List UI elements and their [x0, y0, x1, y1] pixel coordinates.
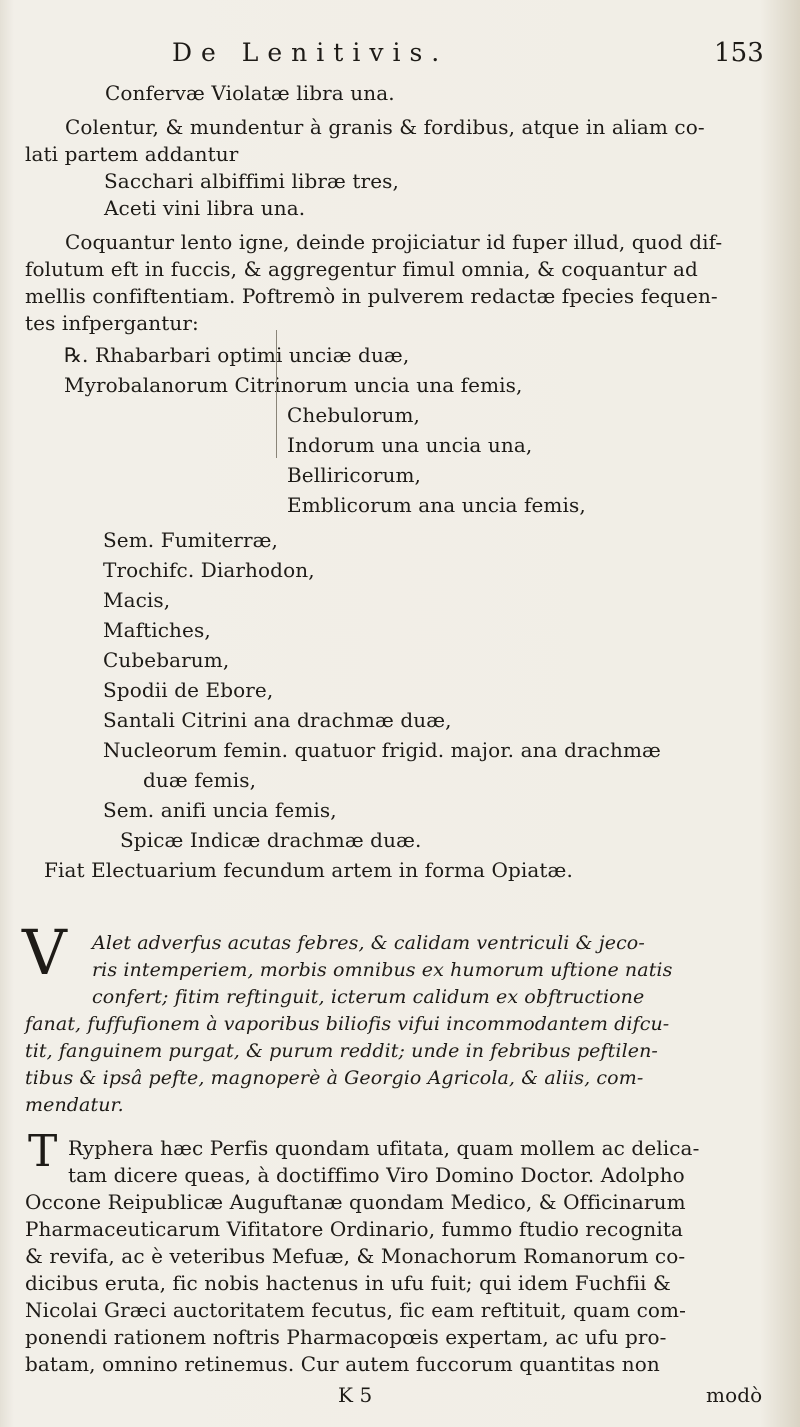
virtues-line: confert; fitim reftinguit, icterum calidum ex obftructione: [92, 986, 645, 1008]
history-line: ponendi rationem noftris Pharmacopœis expertam, ac ufu pro-: [25, 1325, 667, 1349]
recipe-line: Sem. anifi uncia femis,: [103, 798, 337, 822]
history-line: tam dicere queas, à doctiffimo Viro Domino Doctor. Adolpho: [68, 1163, 685, 1187]
recipe-line: tes infpergantur:: [25, 311, 199, 335]
history-line: dicibus eruta, fic nobis hactenus in ufu fuit; qui idem Fuchfii &: [25, 1271, 671, 1295]
recipe-line: Spodii de Ebore,: [103, 678, 274, 702]
bracket-divider: [276, 330, 283, 458]
recipe-line: folutum eft in fuccis, & aggregentur fimul omnia, & coquantur ad: [25, 257, 698, 281]
recipe-line: Aceti vini libra una.: [104, 196, 306, 220]
catchword: modò: [706, 1383, 763, 1407]
recipe-line: Fiat Electuarium fecundum artem in forma Opiatæ.: [44, 858, 573, 882]
recipe-line: Macis,: [103, 588, 171, 612]
recipe-line: Nucleorum femin. quatuor frigid. major. ana drachmæ: [103, 738, 661, 762]
drop-cap-t: T: [28, 1126, 58, 1177]
history-line: batam, omnino retinemus. Cur autem fuccorum quantitas non: [25, 1352, 660, 1376]
recipe-line: lati partem addantur: [25, 142, 239, 166]
recipe-line: Santali Citrini ana drachmæ duæ,: [103, 708, 452, 732]
recipe-line: ℞. Rhabarbari optimi unciæ duæ,: [64, 343, 410, 367]
recipe-line: Sacchari albiffimi libræ tres,: [104, 169, 399, 193]
signature-mark: K 5: [338, 1383, 373, 1407]
history-line: Nicolai Græci auctoritatem fecutus, fic eam reftituit, quam com-: [25, 1298, 686, 1322]
recipe-line: Colentur, & mundentur à granis & fordibus, atque in aliam co-: [65, 115, 705, 139]
recipe-line: Chebulorum,: [287, 403, 421, 427]
history-line: Occone Reipublicæ Auguftanæ quondam Medico, & Officinarum: [25, 1190, 686, 1214]
virtues-line: fanat, fuffufionem à vaporibus biliofis vifui incommodantem difcu-: [25, 1013, 670, 1035]
running-header: De Lenitivis.: [172, 38, 449, 67]
drop-cap-v: V: [22, 916, 67, 989]
recipe-line: Emblicorum ana uncia femis,: [287, 493, 586, 517]
recipe-line: Coquantur lento igne, deinde projiciatur id fuper illud, quod dif-: [65, 230, 723, 254]
recipe-line: Myrobalanorum Citrinorum uncia una femis,: [64, 373, 523, 397]
recipe-line: Sem. Fumiterræ,: [103, 528, 278, 552]
recipe-line: Maftiches,: [103, 618, 211, 642]
history-line: Ryphera hæc Perfis quondam ufitata, quam mollem ac delica-: [68, 1136, 700, 1160]
virtues-line: mendatur.: [25, 1094, 124, 1116]
virtues-line: ris intemperiem, morbis omnibus ex humorum uftione natis: [92, 959, 673, 981]
page-number: 153: [714, 38, 764, 68]
recipe-line: Trochifc. Diarhodon,: [103, 558, 315, 582]
recipe-line: mellis confiftentiam. Poftremò in pulverem redactæ fpecies fequen-: [25, 284, 718, 308]
recipe-line: Indorum una uncia una,: [287, 433, 533, 457]
recipe-line: duæ femis,: [143, 768, 257, 792]
virtues-line: tit, fanguinem purgat, & purum reddit; unde in febribus peftilen-: [25, 1040, 658, 1062]
recipe-line: Cubebarum,: [103, 648, 230, 672]
recipe-line: Confervæ Violatæ libra una.: [105, 81, 395, 105]
recipe-line: Belliricorum,: [287, 463, 421, 487]
virtues-line: tibus & ipsâ pefte, magnoperè à Georgio Agricola, & aliis, com-: [25, 1067, 644, 1089]
history-line: & revifa, ac è veteribus Mefuæ, & Monachorum Romanorum co-: [25, 1244, 686, 1268]
virtues-line: Alet adverfus acutas febres, & calidam ventriculi & jeco-: [92, 932, 645, 954]
recipe-line: Spicæ Indicæ drachmæ duæ.: [120, 828, 422, 852]
history-line: Pharmaceuticarum Vifitatore Ordinario, fummo ftudio recognita: [25, 1217, 684, 1241]
